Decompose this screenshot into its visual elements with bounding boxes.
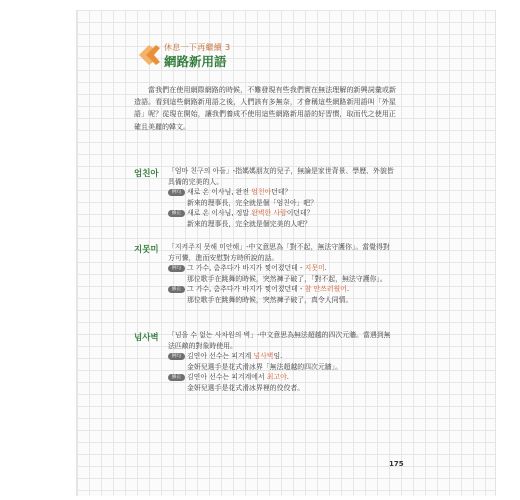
highlighted-term: 지못미 bbox=[304, 264, 325, 273]
intro-paragraph: 當我們在使用網際網路的時候，不難發現有些我們實在無法理解的新興詞彙或新造語。看到這些網路新用語之後，人們該有多無奈，才會稱這些網路新用語叫「外星語」呢？從現在開始，讓我們養成不使用這些網路新用語的好習慣，取而代之使用正確且美麗的韓文。 bbox=[134, 86, 396, 131]
example-item bbox=[168, 351, 396, 372]
highlighted-term: 넘사벽 bbox=[253, 352, 274, 361]
chinese-translation: 新來的理事長，完全就是個「엄친아」吧？ bbox=[187, 198, 318, 207]
page-title: 網路新用語 bbox=[164, 54, 227, 69]
example-tag: 例句 bbox=[168, 265, 185, 273]
chinese-translation: 金妍兒選手是花式滑冰界裡的佼佼者。 bbox=[187, 383, 305, 392]
term-heading: 넘사벽 bbox=[134, 333, 159, 343]
section-kicker: 休息一下再繼續 3 bbox=[164, 43, 231, 52]
highlighted-term: 엄친아 bbox=[251, 188, 272, 197]
term-definition: 「넘을 수 없는 사차원의 벽」-中文意思為無法超越的四次元牆。當遇到無法匹敵的對象時使用。 bbox=[168, 331, 391, 350]
example-item bbox=[168, 208, 396, 229]
example-item bbox=[168, 372, 396, 393]
korean-sentence: 새로 온 이사님, 정말 완벽한 사람이던데？ bbox=[187, 209, 314, 218]
entry-block bbox=[168, 330, 396, 394]
correction-tag: 修正 bbox=[168, 374, 185, 382]
example-item bbox=[168, 263, 396, 284]
chinese-translation: 金妍兒選手是花式滑冰界「無法超越的四次元牆」。 bbox=[187, 362, 343, 371]
example-tag: 例句 bbox=[168, 189, 185, 197]
page-number: 175 bbox=[389, 460, 404, 468]
arrow-badge-icon bbox=[136, 42, 166, 68]
entry-block bbox=[168, 166, 396, 230]
highlighted-term: 완벽한 사람 bbox=[251, 209, 287, 218]
term-definition: 「엄마 친구의 아들」-指媽媽朋友的兒子，無論是家世背景、學歷、外貌皆具備的完美的人。 bbox=[168, 167, 394, 186]
correction-tag: 修正 bbox=[168, 210, 185, 218]
korean-sentence: 김연아 선수는 피겨계 넘사벽임. bbox=[187, 352, 283, 361]
example-item bbox=[168, 284, 396, 305]
correction-tag: 修正 bbox=[168, 286, 185, 294]
term-heading: 엄친아 bbox=[134, 169, 159, 179]
highlighted-term: 최고야 bbox=[266, 373, 287, 382]
chinese-translation: 新來的理事長，完全就是個完美的人吧？ bbox=[187, 219, 312, 228]
chinese-translation: 那位歌手在跳舞的時候，突然褲子破了，真令人同情。 bbox=[187, 295, 353, 304]
korean-sentence: 새로 온 이사님, 완전 엄친아던데？ bbox=[187, 188, 292, 197]
entry-block bbox=[168, 242, 396, 306]
korean-sentence: 그 가수, 춤추다가 바지가 찢어졌던데 - 참 안쓰러웠어. bbox=[187, 285, 350, 294]
term-heading: 지못미 bbox=[134, 245, 159, 255]
korean-sentence: 그 가수, 춤추다가 바지가 찢어졌던데 - 지못미. bbox=[187, 264, 327, 273]
example-tag: 例句 bbox=[168, 353, 185, 361]
chinese-translation: 那位歌手在跳舞的時候，突然褲子破了，「對不起，無法守護你」。 bbox=[187, 274, 387, 283]
example-item bbox=[168, 187, 396, 208]
term-definition: 「지켜주지 못해 미안해」-中文意思為「對不起，無法守護你」。當覺得對方可憐，進而安慰對方時所說的話。 bbox=[168, 243, 390, 262]
highlighted-term: 참 안쓰러웠어 bbox=[304, 285, 347, 294]
korean-sentence: 김연아 선수는 피겨계에서 최고야. bbox=[187, 373, 289, 382]
